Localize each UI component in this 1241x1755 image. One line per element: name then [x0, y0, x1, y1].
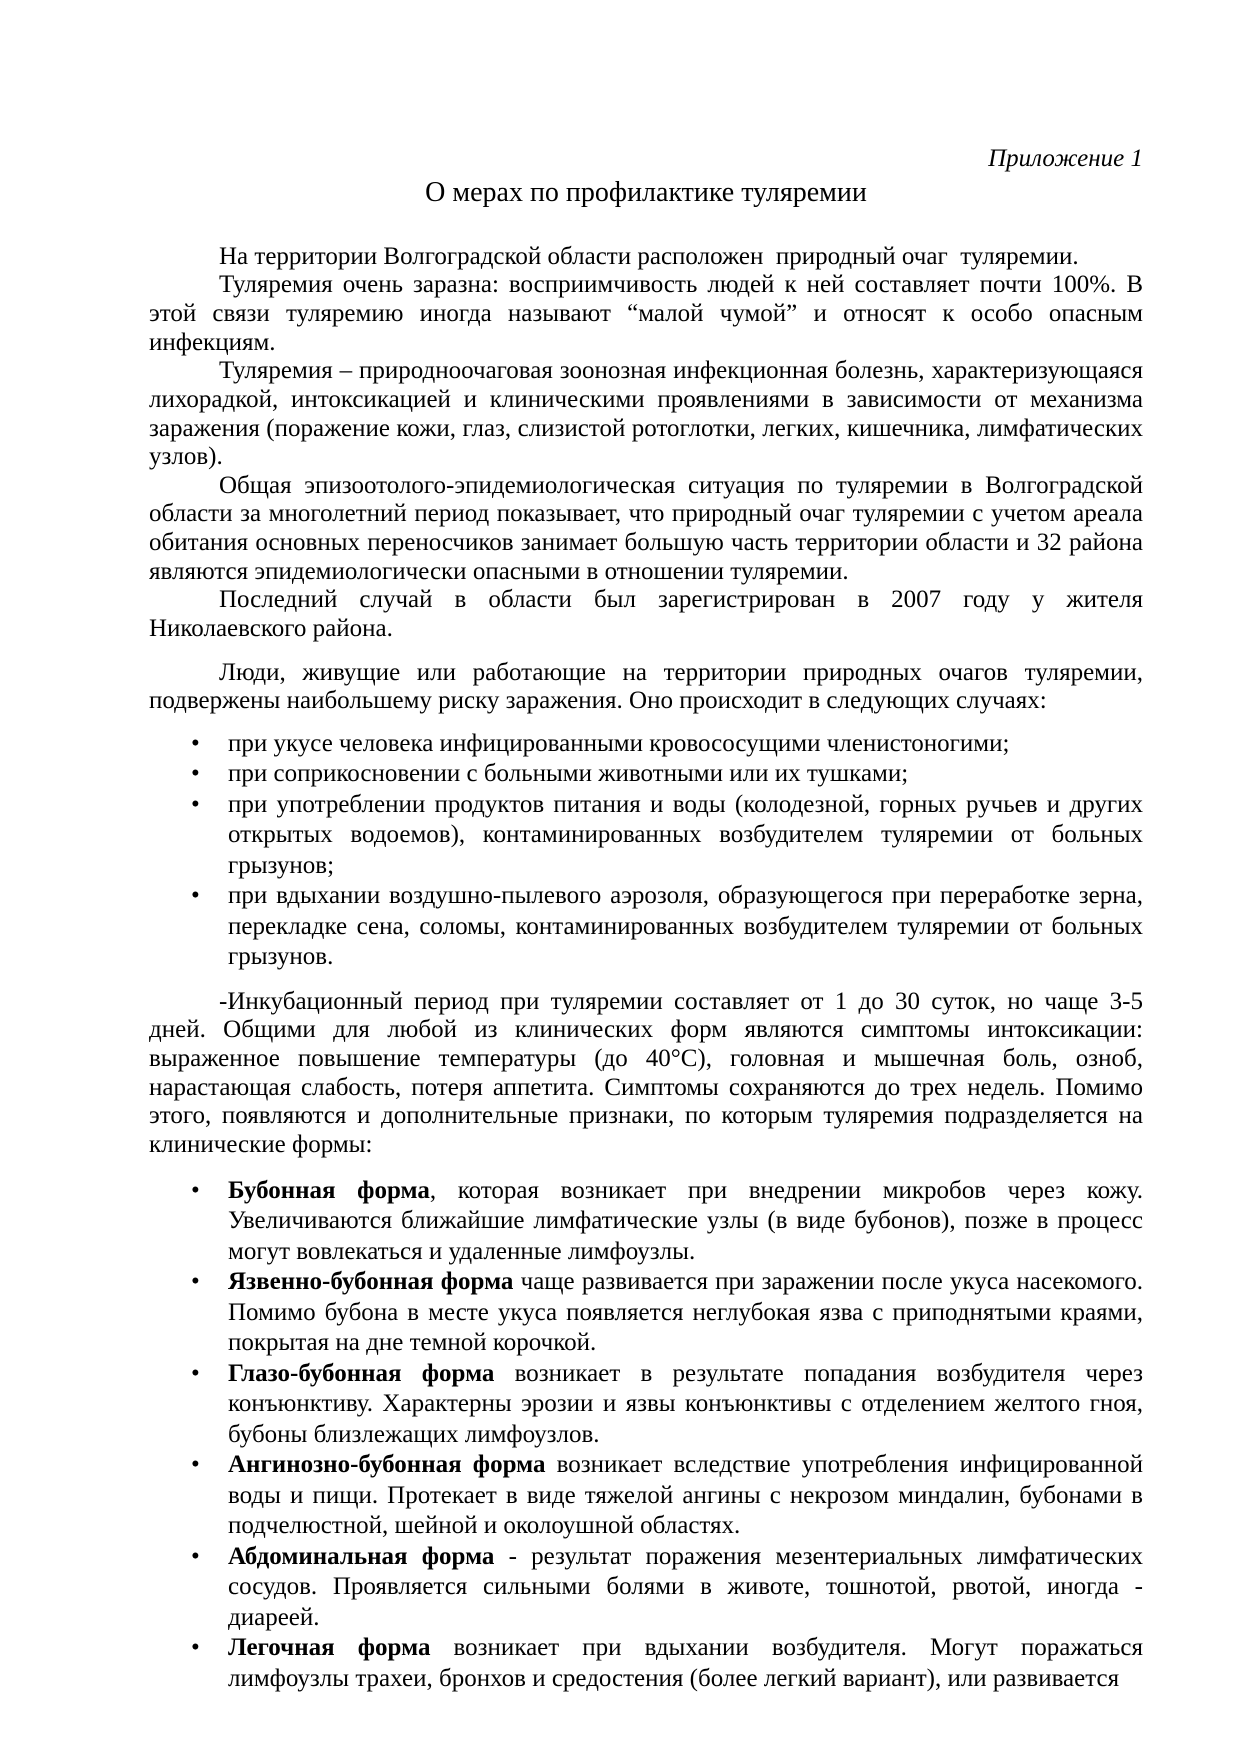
clinical-forms-list: [149, 1176, 1143, 1695]
list-item-risk-case: • при вдыхании воздушно-пылевого аэрозоля, образующегося при переработке зерна, перекладке сена, соломы, контаминированных возбудителем туляремии от больных грызунов.: [228, 881, 1143, 973]
list-item-clinical-form: [228, 1542, 1143, 1634]
paragraph-risk-intro: Люди, живущие или работающие на территории природных очагов туляремии, подвержены наибольшему риску заражения. Оно происходит в следующих случаях:: [149, 658, 1143, 715]
list-item-clinical-form: [228, 1176, 1143, 1268]
form-name: Бубонная форма: [228, 1176, 430, 1204]
list-item-clinical-form: [228, 1267, 1143, 1359]
document-title: О мерах по профилактике туляремии: [425, 176, 867, 208]
form-description: возникает в результате попадания возбудителя через конъюнктиву. Характерны эрозии и язвы конъюнктивы с отделением желтого гноя, бубоны близлежащих лимфоузлов.: [228, 1359, 1143, 1448]
list-item-clinical-form: [228, 1633, 1143, 1694]
form-name: Язвенно-бубонная форма: [228, 1268, 514, 1296]
paragraph-contagiousness: Туляремия очень заразна: восприимчивость людей к ней составляет почти 100%. В этой связи туляремию иногда называют “малой чумой” и относят к особо опасным инфекциям.: [149, 271, 1143, 356]
paragraph-definition: Туляремия – природноочаговая зоонозная инфекционная болезнь, характеризующаяся лихорадкой, интоксикацией и клиническими проявлениями в зависимости от механизма заражения (поражение кожи, глаз, слизистой ротоглотки, легких, кишечника, лимфатических узлов).: [149, 357, 1143, 471]
form-description: чаще развивается при заражении после укуса насекомого. Помимо бубона в месте укуса появляется неглубокая язва с приподнятыми краями, покрытая на дне темной корочкой.: [228, 1268, 1143, 1357]
form-name: Ангинозно-бубонная форма: [228, 1451, 546, 1479]
form-description: возникает вследствие употребления инфицированной воды и пищи. Протекает в виде тяжелой ангины с некрозом миндалин, бубонами в подчелюстной, шейной и околоушной областях.: [228, 1451, 1143, 1540]
list-item-risk-case: • при соприкосновении с больными животными или их тушками;: [228, 759, 1143, 790]
form-name: Абдоминальная форма: [228, 1542, 495, 1570]
paragraph-incubation: -Инкубационный период при туляремии составляет от 1 до 30 суток, но чаще 3-5 дней. Общими для любой из клинических форм являются симптомы интоксикации: выраженное повышение температуры (до 40°С), головная и мышечная боль, озноб, нарастающая слабость, потеря аппетита. Симптомы сохраняются до трех недель. Помимо этого, появляются и дополнительные признаки, по которым туляремия подразделяется на клинические формы:: [149, 987, 1143, 1158]
form-description: , которая возникает при внедрении микробов через кожу. Увеличиваются ближайшие лимфатические узлы (в виде бубонов), позже в процесс могут вовлекаться и удаленные лимфоузлы.: [228, 1176, 1144, 1265]
paragraph-last-case: Последний случай в области был зарегистрирован в 2007 году у жителя Николаевского района.: [149, 586, 1143, 642]
form-name: Глазо-бубонная форма: [228, 1359, 495, 1387]
risk-cases-list: [149, 729, 1143, 973]
list-item-clinical-form: [228, 1450, 1143, 1542]
list-item-clinical-form: [228, 1359, 1143, 1451]
form-name: Легочная форма: [228, 1634, 431, 1662]
list-item-risk-case: • при укусе человека инфицированными кровососущими членистоногими;: [228, 729, 1143, 760]
paragraph-territory: На территории Волгоградской области расположен природный очаг туляремии.: [219, 242, 1079, 270]
annotation-label: Приложение 1: [988, 145, 1143, 172]
form-description: возникает при вдыхании возбудителя. Могут поражаться лимфоузлы трахеи, бронхов и средостения (более легкий вариант), или развивается: [228, 1634, 1143, 1692]
paragraph-epizootic-situation: Общая эпизоотолого-эпидемиологическая ситуация по туляремии в Волгоградской области за многолетний период показывает, что природный очаг туляремии с учетом ареала обитания основных переносчиков занимает большую часть территории области и 32 района являются эпидемиологически опасными в отношении туляремии.: [149, 471, 1143, 585]
list-item-risk-case: • при употреблении продуктов питания и воды (колодезной, горных ручьев и других открытых водоемов), контаминированных возбудителем туляремии от больных грызунов;: [228, 790, 1143, 882]
form-description: - результат поражения мезентериальных лимфатических сосудов. Проявляется сильными болями в животе, тошнотой, рвотой, иногда - диареей.: [228, 1542, 1143, 1631]
